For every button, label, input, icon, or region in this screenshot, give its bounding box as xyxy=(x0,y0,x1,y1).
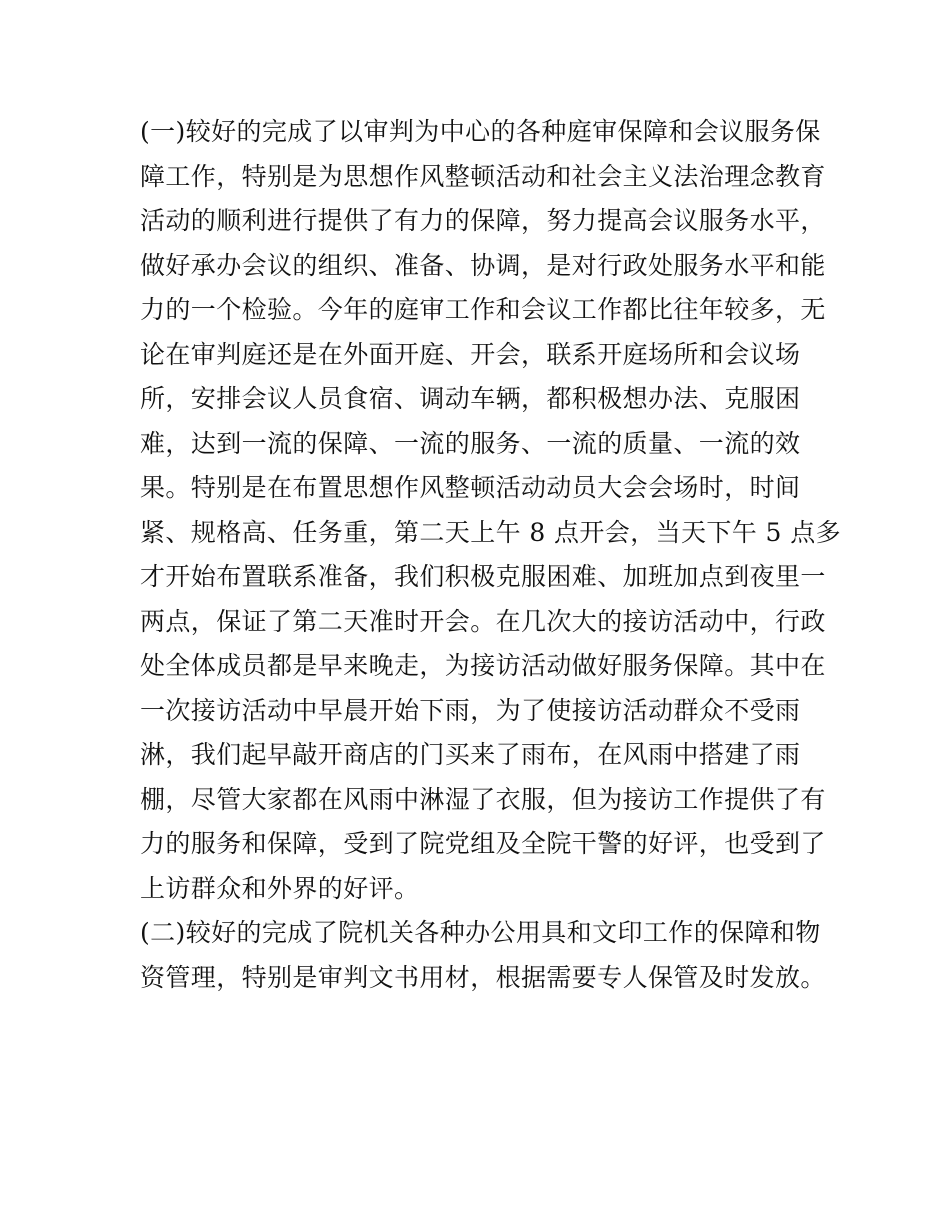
document-body xyxy=(140,110,842,1000)
text-line: 所，安排会议人员食宿、调动车辆，都积极想办法、克服困 xyxy=(140,384,801,413)
text-line: (一)较好的完成了以审判为中心的各种庭审保障和会议服务保 xyxy=(140,117,821,146)
text-line: 两点，保证了第二天准时开会。在几次大的接访活动中，行政 xyxy=(140,606,826,636)
text-line: 果。特别是在布置思想作风整顿活动动员大会会场时，时间 xyxy=(140,473,801,502)
text-line: 障工作，特别是为思想作风整顿活动和社会主义法治理念教育 xyxy=(140,161,826,191)
text-line: 上访群众和外界的好评。 xyxy=(140,873,420,903)
text-line: 棚，尽管大家都在风雨中淋湿了衣服，但为接访工作提供了有 xyxy=(140,784,826,814)
text-line: 活动的顺利进行提供了有力的保障，努力提高会议服务水平， xyxy=(140,206,826,235)
text-line: 难，达到一流的保障、一流的服务、一流的质量、一流的效 xyxy=(140,428,801,458)
text-line: 论在审判庭还是在外面开庭、开会，联系开庭场所和会议场 xyxy=(140,339,801,369)
text-line: 资管理，特别是审判文书用材，根据需要专人保管及时发放。 xyxy=(140,962,826,992)
text-line: 淋，我们起早敲开商店的门买来了雨布，在风雨中搭建了雨 xyxy=(140,740,801,769)
text-line: 力的服务和保障，受到了院党组及全院干警的好评，也受到了 xyxy=(140,829,826,858)
text-line: 处全体成员都是早来晚走，为接访活动做好服务保障。其中在 xyxy=(140,651,826,680)
text-line: 力的一个检验。今年的庭审工作和会议工作都比往年较多，无 xyxy=(140,295,826,324)
text-line: 才开始布置联系准备，我们积极克服困难、加班加点到夜里一 xyxy=(140,562,826,591)
text-line: (二)较好的完成了院机关各种办公用具和文印工作的保障和物 xyxy=(140,918,821,947)
text-line: 一次接访活动中早晨开始下雨，为了使接访活动群众不受雨 xyxy=(140,695,801,725)
text-line: 做好承办会议的组织、准备、协调，是对行政处服务水平和能 xyxy=(140,250,826,280)
text-line: 紧、规格高、任务重，第二天上午 8 点开会，当天下午 5 点多 xyxy=(140,517,842,547)
